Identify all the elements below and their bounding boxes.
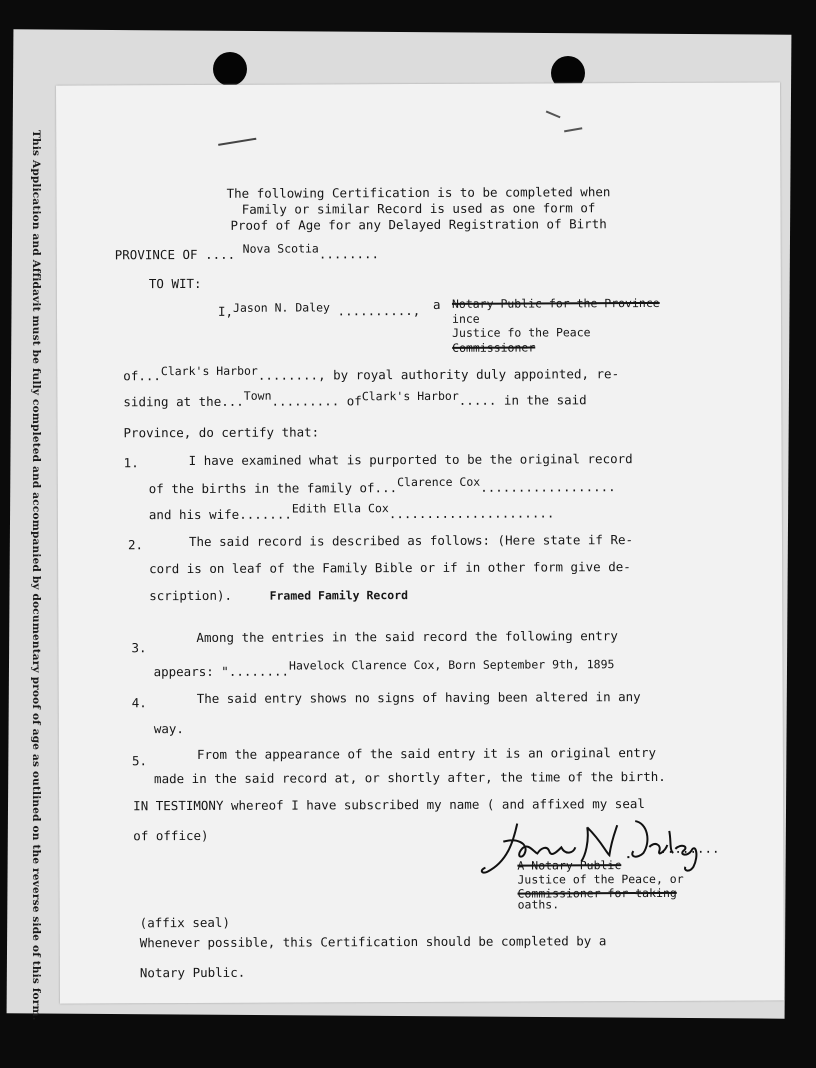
item-4-line-2: way. (153, 721, 184, 737)
item-3-line-1: Among the entries in the said record the following entry (196, 628, 618, 645)
mother-dots: ...................... (388, 505, 555, 522)
item-2-line-2: cord is on leaf of the Family Bible or if in other form give de- (149, 559, 631, 577)
residence-siding: siding at the... (123, 393, 244, 410)
certifier-line (217, 300, 421, 319)
header-line-1: The following Certification is to be completed when (226, 184, 611, 201)
appears-label: appears: "........ (153, 663, 290, 680)
punch-hole-left (213, 52, 247, 86)
item-4-line-1: The said entry shows no signs of having been altered in any (196, 689, 641, 706)
footer-note-line-1: Whenever possible, this Certification should be completed by a (139, 933, 607, 951)
footer-note-line-2: Notary Public. (139, 964, 246, 981)
certifier-ince: ince (451, 311, 480, 326)
header-line-2: Family or similar Record is used as one form of (241, 200, 596, 217)
province-label: PROVINCE OF .... (114, 246, 236, 263)
father-dots: .................. (480, 479, 616, 495)
item-number-1: 1. (123, 455, 139, 471)
item-3-line-2 (153, 657, 615, 680)
item-2-line-1: The said record is described as follows: (Here state if Re- (188, 532, 634, 550)
residence-line-1 (123, 363, 620, 384)
residence-of: of... (123, 368, 161, 384)
wife-prefix: and his wife....... (148, 506, 292, 523)
mother-name: Edith Ella Cox (291, 501, 389, 516)
signature-oaths: oaths. (517, 897, 560, 912)
header-line-3: Proof of Age for any Delayed Registration of Birth (230, 216, 607, 233)
item-5-line-2: made in the said record at, or shortly after, the time of the birth. (153, 768, 666, 787)
residence-town-dots: ......... of (271, 393, 362, 409)
residence-place: Clark's Harbor (160, 363, 258, 379)
struck-commissioner: Commissioner (452, 340, 536, 355)
item-number-3: 3. (131, 640, 147, 656)
residence-town-name: Clark's Harbor (361, 388, 459, 404)
to-wit: TO WIT: (148, 275, 202, 292)
signature-justice-title: Justice of the Peace, or (517, 871, 684, 887)
item-1-line-1: I have examined what is purported to be the original record (188, 451, 633, 469)
province-dots: ........ (318, 246, 380, 262)
residence-appointed: ........, by royal authority duly appointed, re- (257, 366, 620, 383)
father-name: Clarence Cox (397, 474, 481, 490)
residence-line-2 (123, 388, 587, 410)
family-prefix: of the births in the family of... (148, 480, 398, 497)
certifier-name: Jason N. Daley (233, 300, 331, 315)
province-value: Nova Scotia (242, 241, 319, 256)
paper-clip-mark-3 (562, 125, 586, 135)
residence-end: ..... in the said (458, 392, 587, 408)
affix-seal-note: (affix seal) (139, 914, 230, 931)
struck-commissioner-oaths: Commissioner for taking (517, 885, 677, 901)
struck-notary-public: A Notary Public (517, 858, 622, 873)
testimony-line-2: of office) (133, 827, 209, 844)
item-1-line-2 (148, 474, 616, 497)
item-5-line-1: From the appearance of the said entry it is an original entry (196, 744, 657, 762)
paper-clip-mark-2 (544, 107, 564, 121)
description-label: scription). (149, 587, 233, 604)
certifier-justice-title: Justice fo the Peace (452, 325, 591, 340)
certifier-title-a: a (432, 296, 441, 312)
certifier-dots: .........., (337, 302, 421, 319)
margin-instruction-text: This Application and Affidavit must be fully completed and accompanied by documentary proof of age as outlined on the reverse side of this form. (30, 130, 42, 1021)
certifier-prefix: I, (217, 303, 234, 319)
item-number-4: 4. (131, 695, 147, 711)
signature-dots: ........ (659, 840, 720, 856)
certification-form (56, 82, 784, 1003)
testimony-line-1: IN TESTIMONY whereof I have subscribed my name ( and affixed my seal (133, 796, 645, 814)
item-number-2: 2. (127, 537, 144, 553)
item-number-5: 5. (131, 753, 148, 769)
item-2-line-3 (149, 587, 408, 603)
paper-clip-mark (216, 135, 260, 149)
item-1-line-3 (148, 501, 555, 523)
residence-province-line: Province, do certify that: (123, 424, 320, 441)
struck-notary-title: Notary Public for the Province (451, 295, 660, 311)
birth-entry: Havelock Clarence Cox, Born September 9th, 1895 (288, 657, 615, 673)
residence-town: Town (243, 388, 272, 403)
province-line (114, 241, 380, 263)
record-description: Framed Family Record (269, 588, 409, 603)
